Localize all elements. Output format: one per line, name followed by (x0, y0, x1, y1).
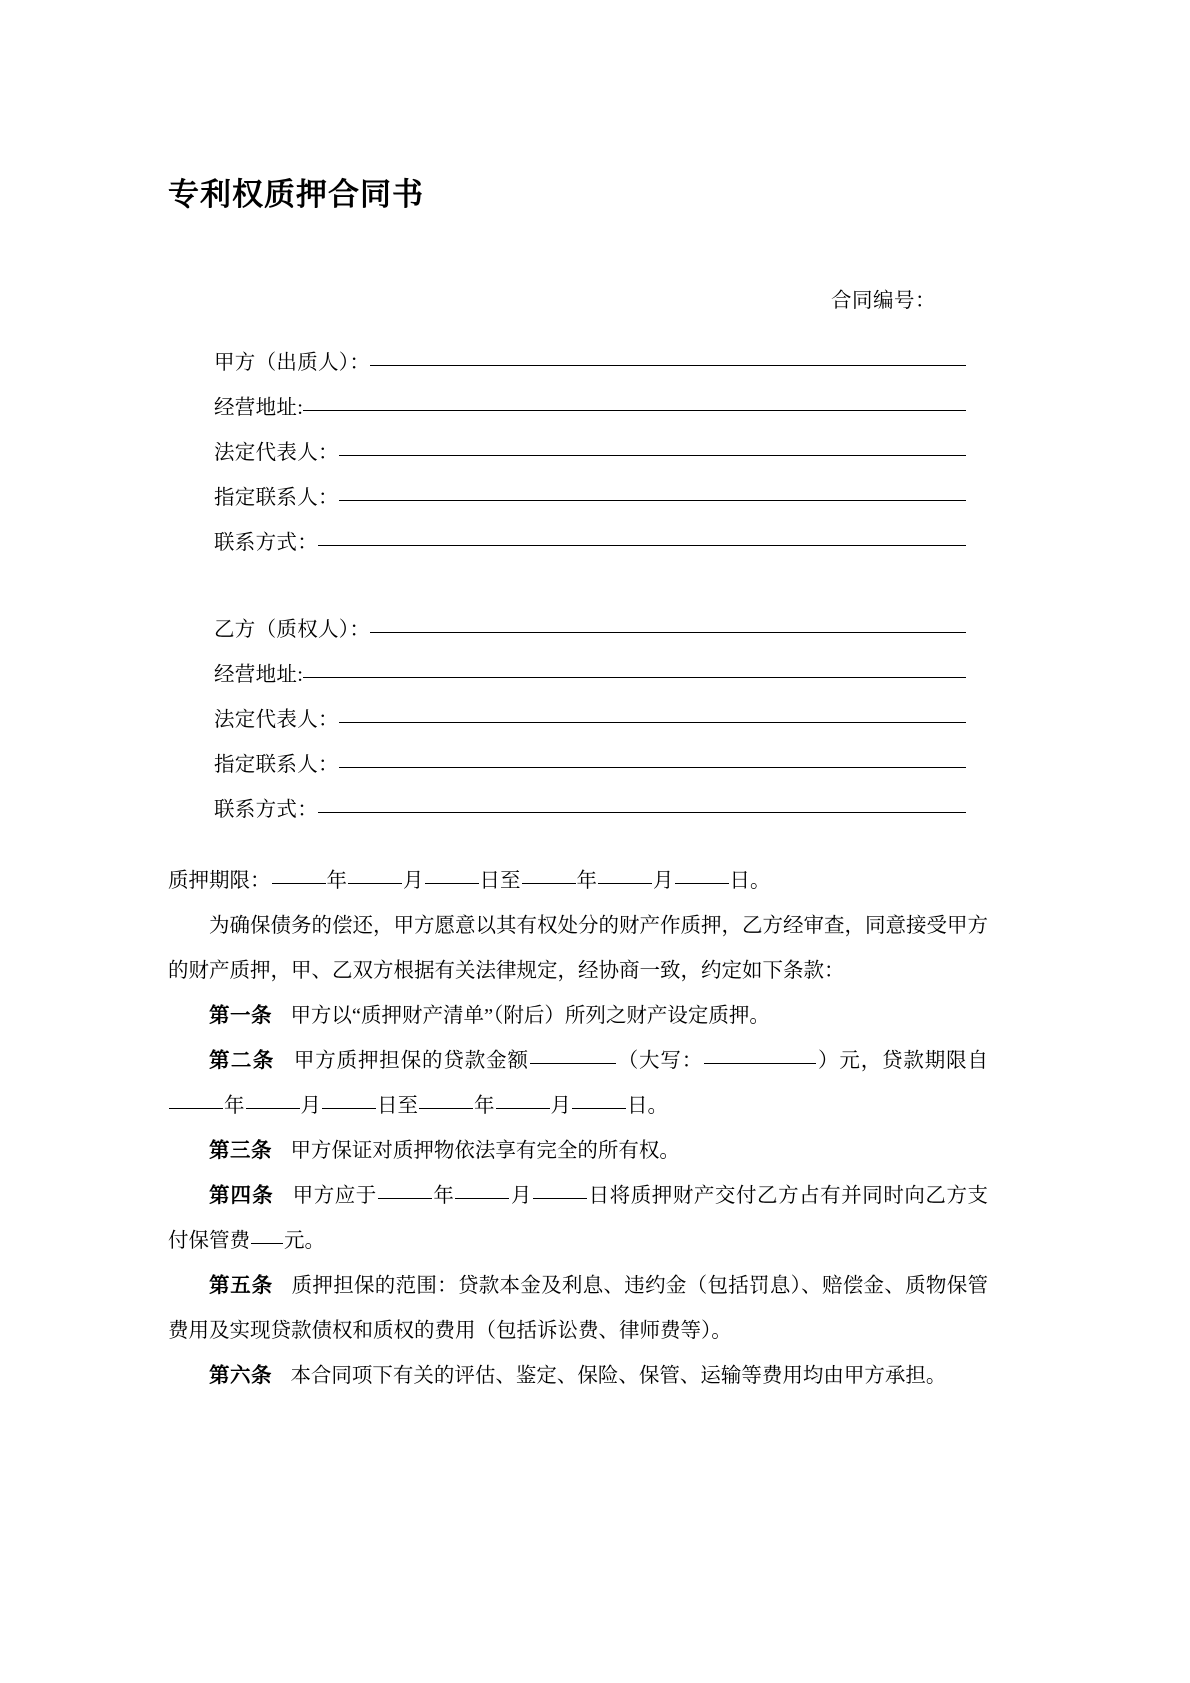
pledge-term-seg5: 月 (653, 870, 674, 893)
clause-6 (168, 1354, 988, 1399)
field-label: 联系方式： (214, 799, 318, 822)
field-label: 指定联系人： (214, 487, 339, 510)
field-party-a-address (214, 398, 988, 443)
fill-in-rule[interactable] (339, 767, 966, 768)
clause-5 (168, 1264, 988, 1354)
loan-end-month-blank[interactable] (496, 1108, 550, 1109)
clause-2-part8: 月 (550, 1095, 571, 1118)
clause-4-number: 第四条 (209, 1185, 274, 1208)
clause-4-part5: 元。 (284, 1230, 325, 1253)
clause-4-part2: 年 (432, 1185, 455, 1208)
field-party-a-contact-method (214, 533, 988, 578)
pledge-term-end-day-blank[interactable] (675, 883, 729, 884)
loan-start-day-blank[interactable] (322, 1108, 376, 1109)
delivery-day-blank[interactable] (533, 1198, 587, 1199)
page-title: 专利权质押合同书 (168, 177, 424, 212)
pledge-term-label: 质押期限： (168, 870, 271, 893)
pledge-term-end-year-blank[interactable] (522, 883, 576, 884)
clause-2-part9: 日。 (627, 1095, 668, 1118)
field-label: 指定联系人： (214, 754, 339, 777)
clause-1-number: 第一条 (209, 1005, 272, 1028)
pledge-term-start-day-blank[interactable] (425, 883, 479, 884)
clause-2-part4: 年 (224, 1095, 245, 1118)
clause-4-part1: 甲方应于 (292, 1185, 377, 1208)
field-label: 乙方（质权人）： (214, 619, 371, 642)
pledge-term-seg2: 月 (403, 870, 424, 893)
fill-in-rule[interactable] (370, 632, 966, 633)
clause-2-part1: 甲方质押担保的贷款金额 (293, 1050, 529, 1073)
clause-2-part2: （大写： (616, 1050, 704, 1073)
loan-end-year-blank[interactable] (419, 1108, 473, 1109)
clause-3-number: 第三条 (209, 1140, 272, 1163)
pledge-term-seg3: 日至 (479, 870, 521, 893)
fill-in-rule[interactable] (318, 545, 966, 546)
preamble-paragraph: 为确保债务的偿还，甲方愿意以其有权处分的财产作质押，乙方经审查，同意接受甲方的财产质押，甲、乙双方根据有关法律规定，经协商一致，约定如下条款： (168, 915, 988, 983)
contract-number-label: 合同编号： (831, 290, 936, 313)
field-label: 经营地址: (214, 397, 304, 420)
field-label: 甲方（出质人）： (214, 352, 371, 375)
field-label: 联系方式： (214, 532, 318, 555)
fill-in-rule[interactable] (318, 812, 966, 813)
pledge-term-start-month-blank[interactable] (348, 883, 402, 884)
delivery-year-blank[interactable] (378, 1198, 432, 1199)
party-a-block (168, 353, 988, 578)
field-label: 法定代表人： (214, 442, 339, 465)
document-content (168, 0, 988, 1399)
clause-6-number: 第六条 (209, 1365, 272, 1388)
field-party-b-legal-rep (214, 710, 988, 755)
field-party-b-contact-method (214, 800, 988, 845)
field-party-a-contact-person (214, 488, 988, 533)
pledge-term-end-month-blank[interactable] (598, 883, 652, 884)
field-label: 经营地址: (214, 664, 304, 687)
fill-in-rule[interactable] (303, 677, 966, 678)
clause-5-number: 第五条 (209, 1275, 273, 1298)
clause-2-part5: 月 (300, 1095, 321, 1118)
field-party-a-legal-rep (214, 443, 988, 488)
loan-amount-blank[interactable] (530, 1063, 616, 1064)
pledge-term-seg1: 年 (326, 870, 347, 893)
fill-in-rule[interactable] (339, 455, 966, 456)
loan-start-year-blank[interactable] (169, 1108, 223, 1109)
pledge-term-seg6: 日。 (729, 870, 771, 893)
clause-2-part6: 日至 (377, 1095, 418, 1118)
document-body (168, 859, 988, 1399)
clause-5-text: 质押担保的范围：贷款本金及利息、违约金（包括罚息）、赔偿金、质物保管费用及实现贷款债权和质权的费用（包括诉讼费、律师费等）。 (168, 1275, 989, 1343)
clause-6-text: 本合同项下有关的评估、鉴定、保险、保管、运输等费用均由甲方承担。 (290, 1365, 947, 1388)
field-party-b-contact-person (214, 755, 988, 800)
clause-2-part7: 年 (474, 1095, 495, 1118)
field-party-b-address (214, 665, 988, 710)
custody-fee-blank[interactable] (251, 1243, 283, 1244)
field-label: 法定代表人： (214, 709, 339, 732)
clause-1 (168, 994, 988, 1039)
clause-4 (168, 1174, 988, 1264)
clause-3-text: 甲方保证对质押物依法享有完全的所有权。 (290, 1140, 680, 1163)
clause-3 (168, 1129, 988, 1174)
field-party-b-name (214, 620, 988, 665)
clause-2-part3: ）元，贷款期限自 (817, 1050, 988, 1073)
fill-in-rule[interactable] (303, 410, 966, 411)
pledge-term-seg4: 年 (576, 870, 597, 893)
loan-end-day-blank[interactable] (572, 1108, 626, 1109)
loan-start-month-blank[interactable] (246, 1108, 300, 1109)
pledge-term-start-year-blank[interactable] (272, 883, 326, 884)
loan-amount-words-blank[interactable] (704, 1063, 816, 1064)
fill-in-rule[interactable] (339, 500, 966, 501)
clause-2-number: 第二条 (209, 1050, 275, 1073)
fill-in-rule[interactable] (370, 365, 966, 366)
field-party-a-name (214, 353, 988, 398)
party-b-block (168, 620, 988, 845)
clause-4-part3: 月 (510, 1185, 533, 1208)
fill-in-rule[interactable] (339, 722, 966, 723)
clause-2 (168, 1039, 988, 1129)
delivery-month-blank[interactable] (455, 1198, 509, 1199)
pledge-term-line (168, 859, 988, 904)
clause-4-part4: 日将质押财产交付乙方占有并同时向乙方支付保管费 (168, 1185, 989, 1253)
clause-1-text: 甲方以“质押财产清单”（附后）所列之财产设定质押。 (290, 1005, 770, 1028)
